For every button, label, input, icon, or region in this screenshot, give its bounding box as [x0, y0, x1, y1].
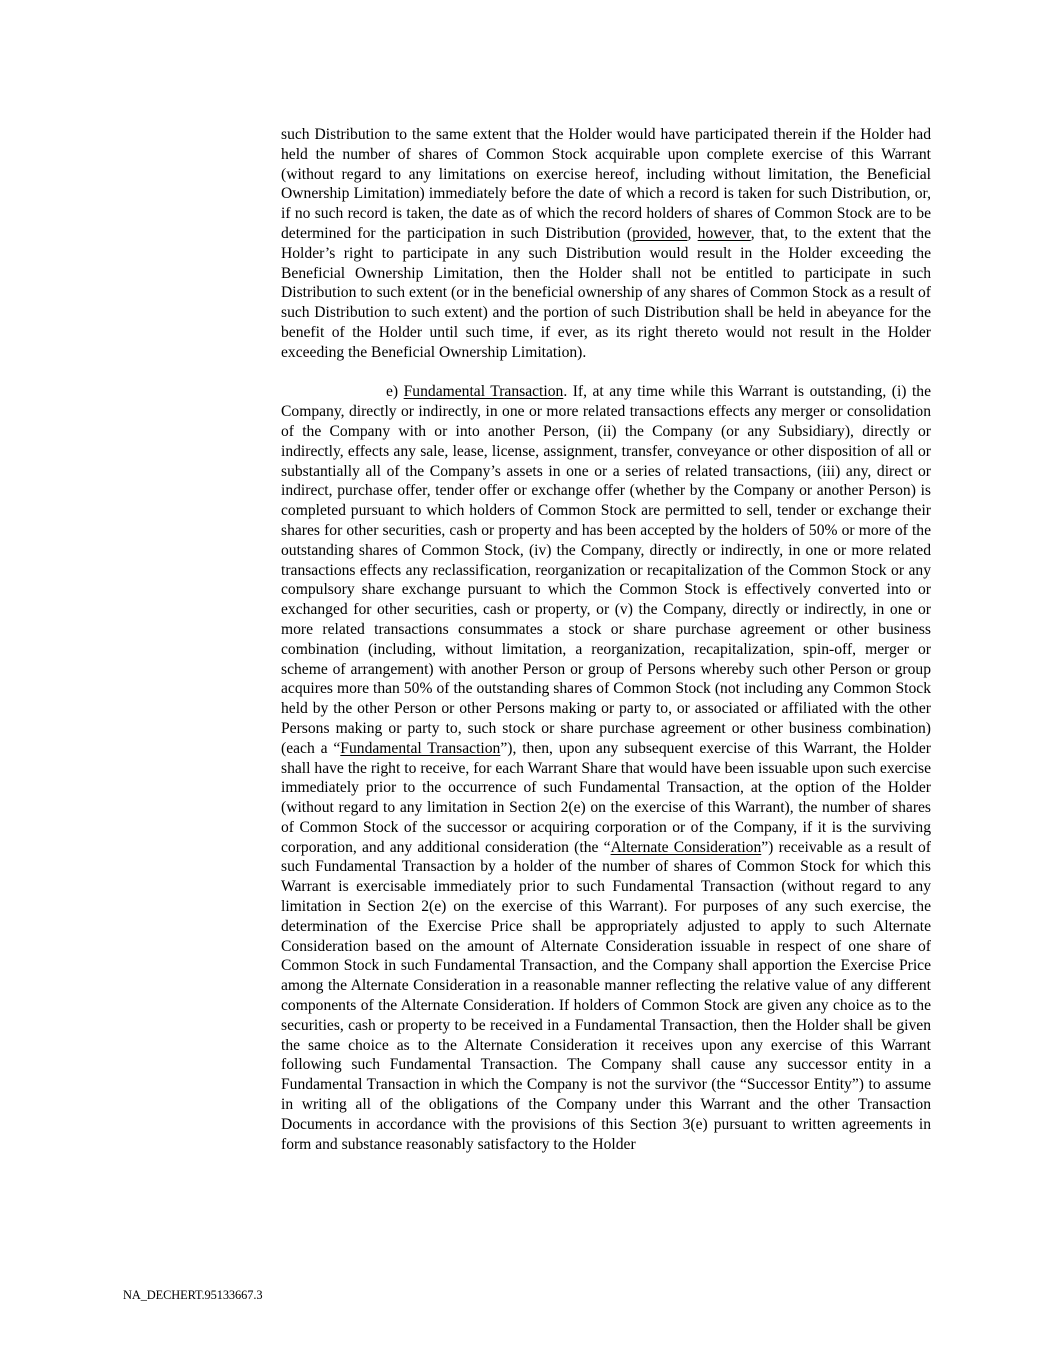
defined-term-fundamental-transaction: Fundamental Transaction: [340, 739, 501, 757]
document-body: [281, 125, 931, 1154]
footer-document-id: NA_DECHERT.95133667.3: [123, 1288, 263, 1302]
paragraph-text: ”), then, upon any subsequent exercise of this Warrant, the Holder shall have the right to receive, for each Warrant Share that would have been issuable upon such exercise immediately prior to the occurrence of such Fundamental Transaction, at the option of the Holder (without regard to any limitation in Section 2(e) on the exercise of this Warrant), the number of shares of Common Stock of the successor or acquiring corporation or of the Company, if it is the surviving corporation, and any additional consideration (the “: [281, 739, 931, 856]
term-however: however: [697, 224, 751, 242]
paragraph-spacer: [281, 363, 931, 383]
paragraph-text: ,: [687, 224, 698, 242]
paragraph-fundamental-transaction: [281, 382, 931, 1154]
section-heading: Fundamental Transaction: [403, 383, 564, 401]
paragraph-text: . If, at any time while this Warrant is outstanding, (i) the Company, directly or indirectly, in one or more related transactions effects any merger or consolidation of the Company with or into another Person, (ii) the Company (or any Subsidiary), directly or indirectly, effects any sale, lease, license, assignment, transfer, conveyance or other disposition of all or substantially all of the Company’s assets in one or a series of related transactions, (iii) any, direct or indirect, purchase offer, tender offer or exchange offer (whether by the Company or another Person) is completed pursuant to which holders of Common Stock are permitted to sell, tender or exchange their shares for other securities, cash or property and has been accepted by the holders of 50% or more of the outstanding shares of Common Stock, (iv) the Company, directly or indirectly, in one or more related transactions effects any reclassification, reorganization or recapitalization of the Common Stock or any compulsory share exchange pursuant to which the Common Stock is effectively converted into or exchanged for other securities, cash or property, or (v) the Company, directly or indirectly, in one or more related transactions consummates a stock or share purchase agreement or other business combination (including, without limitation, a reorganization, recapitalization, spin-off, merger or scheme of arrangement) with another Person or group of Persons whereby such other Person or group acquires more than 50% of the outstanding shares of Common Stock (not including any Common Stock held by the other Person or other Persons making or party to, or associated or affiliated with the other Persons making or party to, such stock or share purchase agreement or other business combination) (each a “: [281, 383, 932, 757]
paragraph-distribution-continued: [281, 125, 931, 363]
section-label: e): [386, 383, 404, 401]
defined-term-alternate-consideration: Alternate Consideration: [610, 838, 762, 856]
paragraph-text: ”) receivable as a result of such Fundamental Transaction by a holder of the number of shares of Common Stock for which this Warrant is exercisable immediately prior to such Fundamental Transaction (without regard to any limitation in Section 2(e) on the exercise of this Warrant). For purposes of any such exercise, the determination of the Exercise Price shall be appropriately adjusted to apply to such Alternate Consideration based on the amount of Alternate Consideration issuable in respect of one share of Common Stock in such Fundamental Transaction, and the Company shall apportion the Exercise Price among the Alternate Consideration in a reasonable manner reflecting the relative value of any different components of the Alternate Consideration. If holders of Common Stock are given any choice as to the securities, cash or property to be received in a Fundamental Transaction, then the Holder shall be given the same choice as to the Alternate Consideration it receives upon any exercise of this Warrant following such Fundamental Transaction. The Company shall cause any successor entity in a Fundamental Transaction in which the Company is not the survivor (the “Successor Entity”) to assume in writing all of the obligations of the Company under this Warrant and the other Transaction Documents in accordance with the provisions of this Section 3(e) pursuant to written agreements in form and substance reasonably satisfactory to the Holder: [281, 838, 931, 1153]
term-provided: provided: [632, 224, 688, 242]
paragraph-text: , that, to the extent that the Holder’s right to participate in any such Distribution would result in the Holder exceeding the Beneficial Ownership Limitation, then the Holder shall not be entitled to participate in such Distribution to such extent (or in the beneficial ownership of any shares of Common Stock as a result of such Distribution to such extent) and the portion of such Distribution shall be held in abeyance for the benefit of the Holder until such time, if ever, as its right thereto would not result in the Holder exceeding the Beneficial Ownership Limitation).: [281, 224, 932, 361]
paragraph-text: such Distribution to the same extent that the Holder would have participated therein if the Holder had held the number of shares of Common Stock acquirable upon complete exercise of this Warrant (without regard to any limitations on exercise hereof, including without limitation, the Beneficial Ownership Limitation) immediately before the date of which a record is taken for such Distribution, or, if no such record is taken, the date as of which the record holders of shares of Common Stock are to be determined for the participation in such Distribution (: [281, 126, 931, 242]
